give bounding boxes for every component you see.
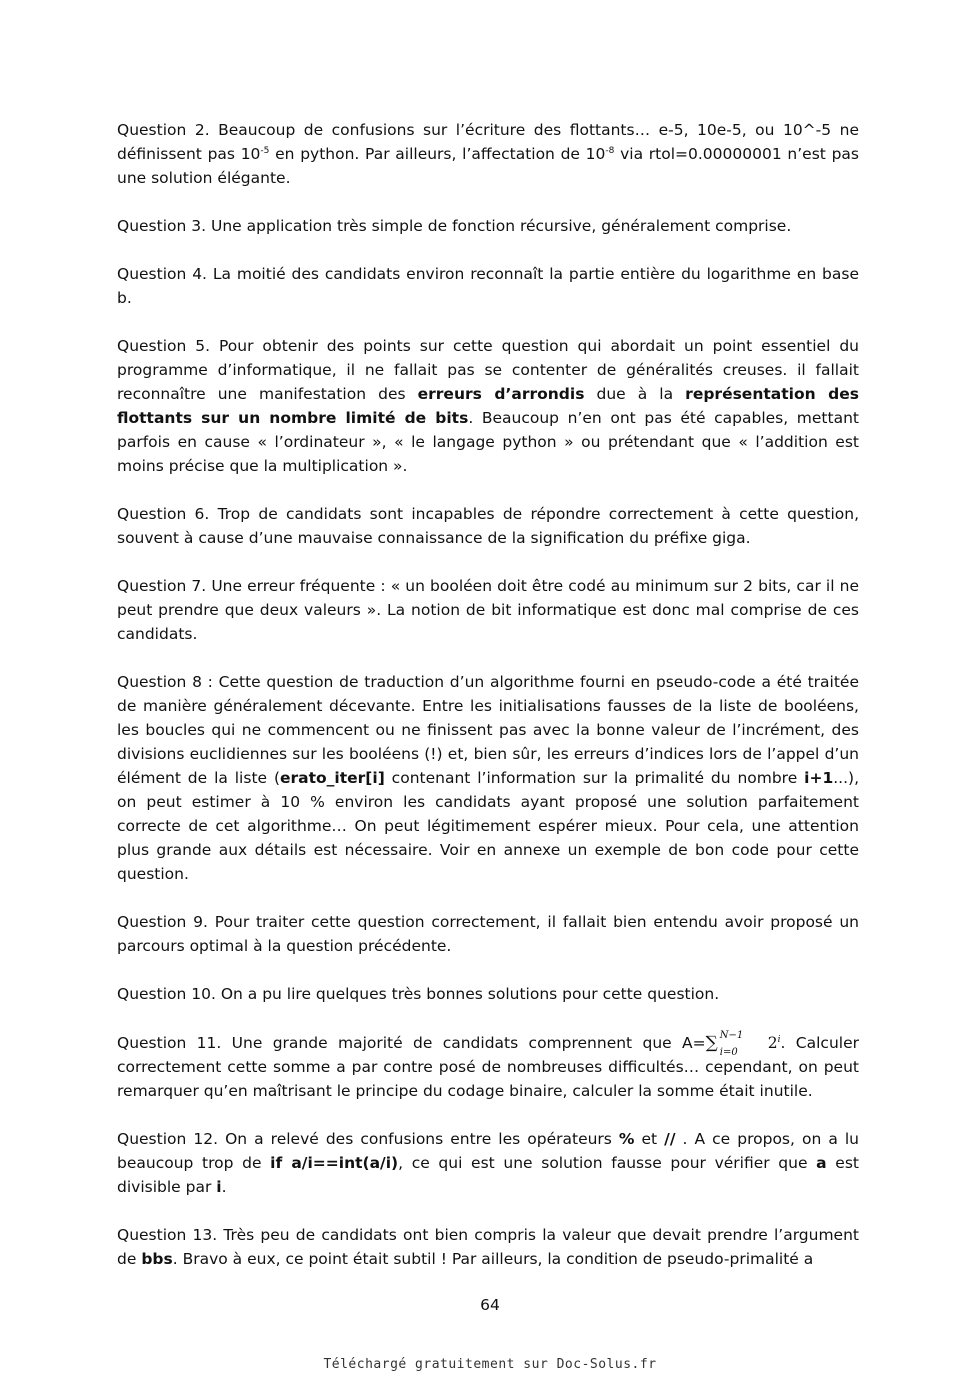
- code-text: if a/i==int(a/i): [270, 1154, 399, 1172]
- report-body: [117, 118, 859, 1295]
- paragraph-question-5: Question 5. Pour obtenir des points sur cette question qui abordait un point essentiel du programme d’informatique, il ne fallait pas se contenter de généralités creuses. il fallait reconnaître une manifestation des erreurs d’arrondis due à la représentation des flottants sur un nombre limité de bits. Beaucoup n’en ont pas été capables, mettant parfois en cause « l’ordinateur », « le langage python » ou prétendant que « l’addition est moins précise que la multiplication ».: [117, 337, 859, 475]
- code-text: //: [664, 1130, 676, 1148]
- code-text: erato_iter[i]: [280, 769, 385, 787]
- code-text: %: [618, 1130, 635, 1148]
- superscript: -8: [605, 146, 615, 156]
- paragraph-question-11: Question 11. Une grande majorité de candidats comprennent que A=∑ N−1 i=0 2$^i$. Calculer correctement cette somme a par contre posé de nombreuses difficultés… cependant, on peut remarquer qu’en maîtrisant le principe du codage binaire, calculer la somme était inutile.: [117, 1030, 859, 1100]
- paragraph-question-4: Question 4. La moitié des candidats environ reconnaît la partie entière du logarithme en base b.: [117, 265, 859, 307]
- code-text: i+1: [804, 769, 834, 787]
- paragraph-question-7: Question 7. Une erreur fréquente : « un booléen doit être codé au minimum sur 2 bits, car il ne peut prendre que deux valeurs ». La notion de bit informatique est donc mal comprise de ces candidats.: [117, 577, 859, 643]
- code-text: a: [816, 1154, 827, 1172]
- paragraph-question-9: Question 9. Pour traiter cette question correctement, il fallait bien entendu avoir proposé un parcours optimal à la question précédente.: [117, 913, 859, 955]
- paragraph-question-13: Question 13. Très peu de candidats ont bien compris la valeur que devait prendre l’argument de bbs. Bravo à eux, ce point était subtil ! Par ailleurs, la condition de pseudo-primalité a: [117, 1226, 859, 1268]
- code-text: i: [216, 1178, 222, 1196]
- superscript: -5: [260, 146, 270, 156]
- paragraph-question-2: Question 2. Beaucoup de confusions sur l’écriture des flottants… e-5, 10e-5, ou 10^-5 ne définissent pas $10^{-5}$ en python. Par ailleurs, l’affectation de $10^{-8}$ via rtol=0.00000001 n’est pas une solution élégante.: [117, 121, 859, 187]
- paragraph-question-8: Question 8 : Cette question de traduction d’un algorithme fourni en pseudo-code a été traitée de manière généralement décevante. Entre les initialisations fausses de la liste de booléens, les boucles qui ne commencent ou ne finissent pas avec la bonne valeur de l’incrément, des divisions euclidiennes sur les booléens (!) et, bien sûr, les erreurs d’indices lors de l’appel d’un élément de la liste (erato_iter[i] contenant l’information sur la primalité du nombre i+1...), on peut estimer à 10 % environ les candidats ayant proposé une solution parfaitement correcte de cet algorithme… On peut légitimement espérer mieux. Pour cela, une attention plus grande aux détails est nécessaire. Voir en annexe un exemple de bon code pour cette question.: [117, 673, 859, 883]
- paragraph-question-6: Question 6. Trop de candidats sont incapables de répondre correctement à cette question, souvent à cause d’une mauvaise connaissance de la signification du préfixe giga.: [117, 505, 859, 547]
- paragraph-question-10: Question 10. On a pu lire quelques très bonnes solutions pour cette question.: [117, 985, 720, 1003]
- paragraph-question-3: Question 3. Une application très simple de fonction récursive, généralement comprise.: [117, 217, 792, 235]
- paragraph-question-12: Question 12. On a relevé des confusions entre les opérateurs % et // . A ce propos, on a lu beaucoup trop de if a/i==int(a/i), ce qui est une solution fausse pour vérifier que a est divisible par i.: [117, 1130, 859, 1196]
- bold-text: erreurs d’arrondis: [417, 385, 585, 403]
- sum-formula: ∑ N−1 i=0 2$^i$: [705, 1030, 781, 1058]
- page-number: 64: [480, 1296, 500, 1314]
- footer-watermark: Téléchargé gratuitement sur Doc-Solus.fr: [323, 1357, 657, 1372]
- bold-text: représentation des flottants sur un nombre limité de bits: [117, 385, 859, 427]
- code-text: bbs: [141, 1250, 173, 1268]
